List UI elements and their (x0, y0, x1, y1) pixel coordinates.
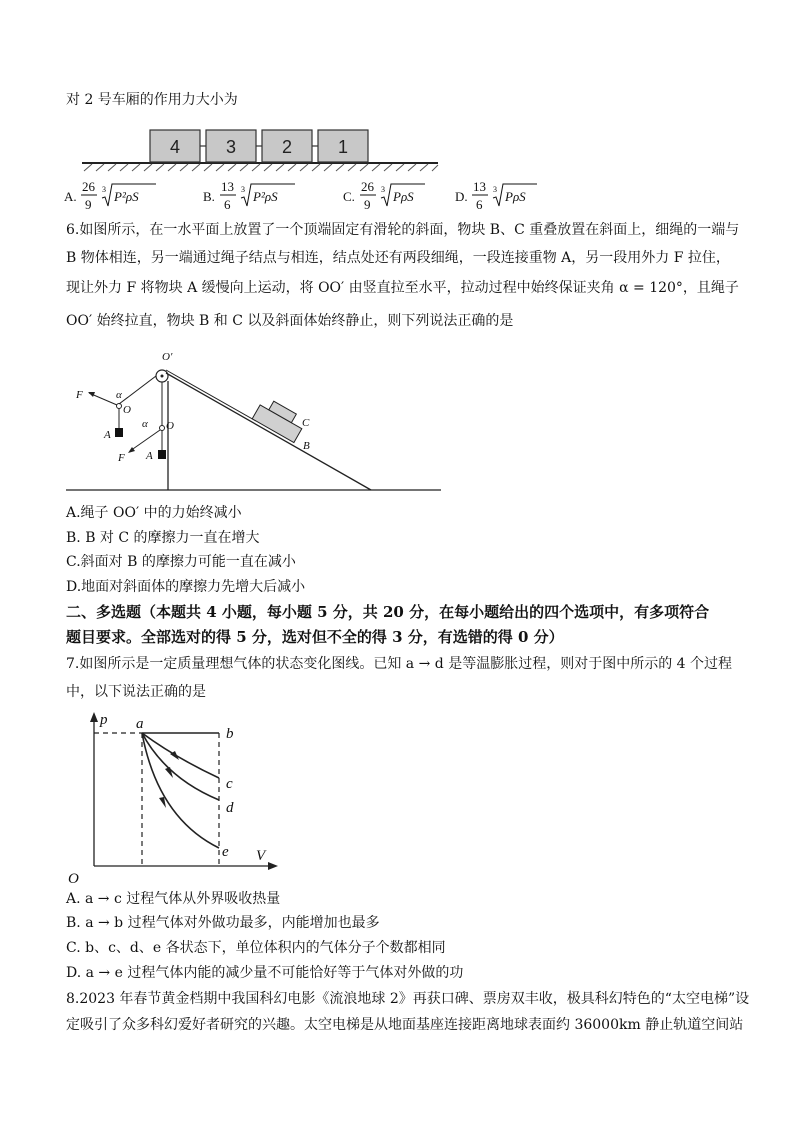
svg-text:PρS: PρS (393, 189, 414, 204)
car-3-label: 3 (225, 137, 237, 157)
label-b: B (303, 440, 310, 452)
svg-text:6: 6 (224, 197, 231, 212)
label-f-lower: F (118, 452, 125, 464)
q6-option-a: A.绳子 OO′ 中的力始终减小 (66, 505, 242, 521)
svg-text:13: 13 (473, 179, 486, 194)
svg-text:6: 6 (476, 197, 483, 212)
q6-line-3: 现让外力 F 将物块 A 缓慢向上运动，将 OO′ 由竖直拉至水平，拉动过程中始终保证夹角 α = 120°，且绳子 (66, 280, 739, 296)
origin-label: O (68, 871, 79, 887)
svg-text:3: 3 (241, 185, 245, 194)
car-4-label: 4 (169, 137, 181, 157)
label-o-prime: O′ (162, 351, 173, 363)
q5-option-c (343, 179, 425, 212)
svg-text:13: 13 (221, 179, 234, 194)
q7-line-2: 中，以下说法正确的是 (66, 684, 206, 700)
q6-incline-figure (66, 346, 446, 496)
q7-option-d: D. a → e 过程气体内能的减少量不可能恰好等于气体对外做的功 (66, 965, 464, 981)
q7-pv-diagram (66, 708, 286, 888)
state-b-label: b (226, 726, 234, 742)
label-alpha-left: α (116, 389, 122, 401)
q6-option-b: B. B 对 C 的摩擦力一直在增大 (66, 530, 260, 546)
svg-text:P²ρS: P²ρS (253, 189, 278, 204)
car-2-label: 2 (281, 137, 293, 157)
svg-text:D.: D. (455, 189, 468, 204)
svg-text:26: 26 (361, 179, 374, 194)
axis-label-v: V (256, 848, 266, 864)
svg-text:B.: B. (203, 189, 215, 204)
state-c-label: c (226, 776, 233, 792)
q7-option-b: B. a → b 过程气体对外做功最多，内能增加也最多 (66, 915, 380, 931)
axis-label-p: p (100, 712, 108, 728)
svg-text:9: 9 (85, 197, 92, 212)
label-alpha-lower: α (142, 418, 148, 430)
svg-text:9: 9 (364, 197, 371, 212)
q6-line-1: 6.如图所示，在一水平面上放置了一个顶端固定有滑轮的斜面，物块 B、C 重叠放置在斜面上，细绳的一端与 (66, 222, 740, 238)
q5-option-b (203, 179, 295, 212)
state-e-label: e (222, 844, 229, 860)
q5-text: 对 2 号车厢的作用力大小为 (66, 92, 238, 108)
label-f-left: F (76, 389, 83, 401)
label-o-left: O (123, 404, 131, 416)
car-1-label: 1 (337, 137, 349, 157)
svg-text:26: 26 (82, 179, 95, 194)
label-a-left: A (104, 429, 111, 441)
q6-option-d: D.地面对斜面体的摩擦力先增大后减小 (66, 579, 306, 595)
label-a-lower: A (146, 450, 153, 462)
q7-option-a: A. a → c 过程气体从外界吸收热量 (66, 891, 281, 907)
q6-line-2: B 物体相连，另一端通过绳子结点与相连，结点处还有两段细绳，一段连接重物 A，另一段用外力 F 拉住， (66, 250, 730, 266)
section2-heading-2: 题目要求。全部选对的得 5 分，选对但不全的得 3 分，有选错的得 0 分） (66, 628, 564, 646)
label-o-lower: O (166, 420, 174, 432)
svg-text:3: 3 (102, 185, 106, 194)
svg-text:C.: C. (343, 189, 355, 204)
q8-line-2: 定吸引了众多科幻爱好者研究的兴趣。太空电梯是从地面基座连接距离地球表面约 36000km 静止轨道空间站 (66, 1017, 744, 1033)
train-figure (82, 120, 442, 172)
svg-text:P²ρS: P²ρS (114, 189, 139, 204)
label-c: C (302, 417, 310, 429)
q7-line-1: 7.如图所示是一定质量理想气体的状态变化图线。已知 a → d 是等温膨胀过程，则对于图中所示的 4 个过程 (66, 656, 733, 672)
section2-heading-1: 二、多选题（本题共 4 小题，每小题 5 分，共 20 分，在每小题给出的四个选项中，有多项符合 (66, 603, 710, 621)
svg-text:3: 3 (493, 185, 497, 194)
q5-option-a (64, 179, 156, 212)
q5-options (60, 176, 580, 216)
svg-text:A.: A. (64, 189, 77, 204)
svg-text:3: 3 (381, 185, 385, 194)
state-d-label: d (226, 800, 234, 816)
q7-option-c: C. b、c、d、e 各状态下，单位体积内的气体分子个数都相同 (66, 940, 446, 956)
svg-text:PρS: PρS (505, 189, 526, 204)
q5-option-d (455, 179, 537, 212)
state-a-label: a (136, 716, 144, 732)
q8-line-1: 8.2023 年春节黄金档期中我国科幻电影《流浪地球 2》再获口碑、票房双丰收，极具科幻特色的“太空电梯”设 (66, 991, 750, 1007)
q6-line-4: OO′ 始终拉直，物块 B 和 C 以及斜面体始终静止，则下列说法正确的是 (66, 313, 514, 329)
q6-option-c: C.斜面对 B 的摩擦力可能一直在减小 (66, 554, 296, 570)
